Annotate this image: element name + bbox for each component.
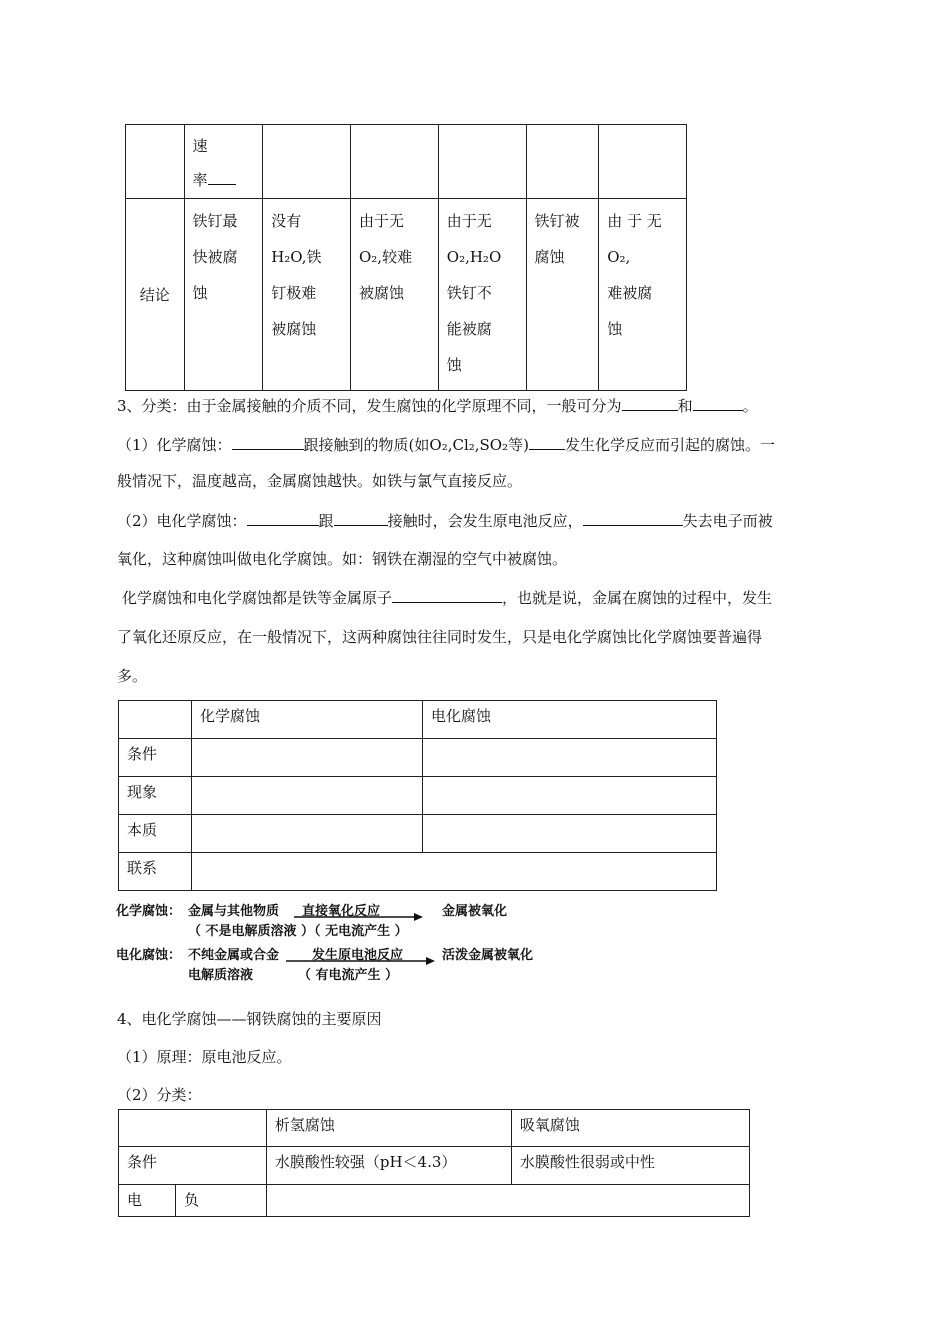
table-row bbox=[126, 125, 687, 199]
table-row bbox=[119, 777, 717, 815]
table-cell: 水膜酸性较强（pH＜4.3） bbox=[266, 1147, 511, 1185]
conclusion-line: 快被腐 bbox=[192, 248, 238, 266]
table-cell bbox=[599, 125, 687, 199]
rate-line2: 率 bbox=[192, 171, 208, 189]
conclusion-cell-2 bbox=[263, 199, 351, 391]
blank bbox=[622, 394, 678, 411]
both-corrosion-line2: 了氧化还原反应，在一般情况下，这两种腐蚀往往同时发生，只是电化学腐蚀比化学腐蚀要普遍得 bbox=[117, 628, 763, 646]
blank bbox=[334, 509, 388, 526]
table-row bbox=[119, 1185, 750, 1217]
table-row bbox=[119, 853, 717, 891]
row-label: 条件 bbox=[119, 1147, 267, 1185]
text: 跟接触到的物质(如O₂,Cl₂,SO₂等) bbox=[303, 436, 529, 454]
table-cell bbox=[266, 1185, 749, 1217]
table-row bbox=[119, 701, 717, 739]
section3-title-end: 。 bbox=[742, 397, 758, 415]
text: （2）电化学腐蚀： bbox=[117, 512, 247, 530]
both-corrosion-line3: 多。 bbox=[117, 667, 148, 685]
table-cell bbox=[350, 125, 438, 199]
corrosion-diagram bbox=[116, 898, 556, 982]
section3-title-and: 和 bbox=[677, 397, 693, 415]
text: 失去电子而被 bbox=[682, 512, 773, 530]
header-cell: 析氢腐蚀 bbox=[266, 1110, 511, 1147]
header-cell bbox=[119, 1110, 267, 1147]
table-cell bbox=[423, 777, 717, 815]
header-cell bbox=[119, 701, 192, 739]
elec-note: （ 有电流产生 ） bbox=[298, 968, 399, 983]
table-row bbox=[119, 1110, 750, 1147]
conclusion-line: H₂O,铁 bbox=[271, 248, 322, 266]
table-cell bbox=[423, 815, 717, 853]
conclusion-line: O₂,较难 bbox=[358, 248, 413, 266]
conclusion-line: 蚀 bbox=[607, 320, 623, 338]
elec-reactants-2: 电解质溶液 bbox=[188, 968, 254, 983]
chemical-corrosion-line2: 般情况下，温度越高，金属腐蚀越快。如铁与氯气直接反应。 bbox=[117, 472, 523, 490]
chem-reactants: 金属与其他物质 bbox=[188, 904, 280, 919]
text: ，也就是说，金属在腐蚀的过程中，发生 bbox=[502, 589, 773, 607]
rate-line1: 速 bbox=[192, 137, 208, 155]
section3-title-text: 3、分类：由于金属接触的介质不同，发生腐蚀的化学原理不同，一般可分为 bbox=[117, 397, 622, 415]
conclusion-line: O₂, bbox=[607, 248, 631, 266]
row-label: 条件 bbox=[119, 739, 192, 777]
section3-title bbox=[117, 386, 758, 426]
conclusion-line: 能被腐 bbox=[446, 320, 492, 338]
blank bbox=[693, 394, 743, 411]
conclusion-line: 铁钉最 bbox=[192, 212, 238, 230]
conclusion-line: 蚀 bbox=[192, 284, 208, 302]
table-row bbox=[119, 1147, 750, 1185]
chem-note: （ 不是电解质溶液 ）（ 无电流产生 ） bbox=[188, 924, 408, 939]
text: （1）化学腐蚀： bbox=[117, 436, 232, 454]
elec-arrow-label: 发生原电池反应 bbox=[312, 948, 404, 963]
section4-classify: （2）分类： bbox=[117, 1086, 202, 1104]
chemical-corrosion-line1 bbox=[117, 425, 775, 465]
experiment-table bbox=[125, 124, 687, 391]
table-cell bbox=[126, 125, 185, 199]
table-cell bbox=[526, 125, 599, 199]
conclusion-line: 由于无 bbox=[358, 212, 404, 230]
blank bbox=[247, 509, 319, 526]
table-row bbox=[126, 199, 687, 391]
comparison-table bbox=[118, 700, 717, 891]
row-label: 电 bbox=[119, 1185, 176, 1217]
blank bbox=[529, 433, 565, 450]
electrochemical-corrosion-line1 bbox=[117, 501, 773, 541]
conclusion-line: 被腐蚀 bbox=[358, 284, 404, 302]
text: 跟 bbox=[318, 512, 334, 530]
chem-label: 化学腐蚀： bbox=[116, 904, 182, 919]
row-label: 本质 bbox=[119, 815, 192, 853]
electrochemical-corrosion-line2: 氧化，这种腐蚀叫做电化学腐蚀。如：钢铁在潮湿的空气中被腐蚀。 bbox=[117, 550, 568, 568]
section4-title: 4、电化学腐蚀——钢铁腐蚀的主要原因 bbox=[117, 1010, 382, 1028]
elec-reactants: 不纯金属或合金 bbox=[188, 948, 280, 963]
conclusion-cell-5 bbox=[526, 199, 599, 391]
table-cell bbox=[423, 739, 717, 777]
conclusion-line: 没有 bbox=[271, 212, 302, 230]
conclusion-line: 被腐蚀 bbox=[271, 320, 317, 338]
conclusion-line: 由于无 bbox=[446, 212, 492, 230]
conclusion-cell-3 bbox=[350, 199, 438, 391]
table-cell bbox=[192, 777, 423, 815]
conclusion-line: 铁钉被 bbox=[534, 212, 580, 230]
conclusion-line: O₂,H₂O bbox=[446, 248, 502, 266]
elec-product: 活泼金属被氧化 bbox=[442, 948, 534, 963]
blank bbox=[583, 509, 683, 526]
table-cell bbox=[438, 125, 526, 199]
rate-blank bbox=[208, 168, 236, 185]
header-cell: 吸氧腐蚀 bbox=[511, 1110, 749, 1147]
table-row bbox=[119, 739, 717, 777]
table-cell: 水膜酸性很弱或中性 bbox=[511, 1147, 749, 1185]
text: 化学腐蚀和电化学腐蚀都是铁等金属原子 bbox=[122, 589, 393, 607]
conclusion-line: 蚀 bbox=[446, 356, 462, 374]
text: 发生化学反应而引起的腐蚀。一 bbox=[564, 436, 775, 454]
table-row bbox=[119, 815, 717, 853]
electrochemical-types-table bbox=[118, 1109, 750, 1217]
blank bbox=[392, 586, 502, 603]
chem-product: 金属被氧化 bbox=[442, 904, 508, 919]
conclusion-line: 腐蚀 bbox=[534, 248, 565, 266]
row-sublabel: 负 bbox=[176, 1185, 267, 1217]
chem-arrow-label: 直接氧化反应 bbox=[302, 904, 381, 919]
conclusion-label: 结论 bbox=[126, 199, 185, 391]
conclusion-cell-4 bbox=[438, 199, 526, 391]
header-cell: 化学腐蚀 bbox=[192, 701, 423, 739]
table-cell bbox=[192, 739, 423, 777]
both-corrosion-line1 bbox=[122, 578, 772, 618]
section4-principle: （1）原理：原电池反应。 bbox=[117, 1048, 292, 1066]
conclusion-line: 难被腐 bbox=[607, 284, 653, 302]
table-cell bbox=[192, 853, 717, 891]
conclusion-cell-1 bbox=[184, 199, 263, 391]
text: 接触时，会发生原电池反应， bbox=[387, 512, 583, 530]
table-cell bbox=[192, 815, 423, 853]
blank bbox=[232, 433, 304, 450]
table-cell bbox=[263, 125, 351, 199]
conclusion-line: 由 于 无 bbox=[607, 212, 662, 230]
header-cell: 电化腐蚀 bbox=[423, 701, 717, 739]
row-label: 联系 bbox=[119, 853, 192, 891]
row-label: 现象 bbox=[119, 777, 192, 815]
rate-cell bbox=[184, 125, 263, 199]
conclusion-line: 铁钉不 bbox=[446, 284, 492, 302]
conclusion-cell-6 bbox=[599, 199, 687, 391]
elec-label: 电化腐蚀： bbox=[116, 948, 182, 963]
conclusion-line: 钉极难 bbox=[271, 284, 317, 302]
